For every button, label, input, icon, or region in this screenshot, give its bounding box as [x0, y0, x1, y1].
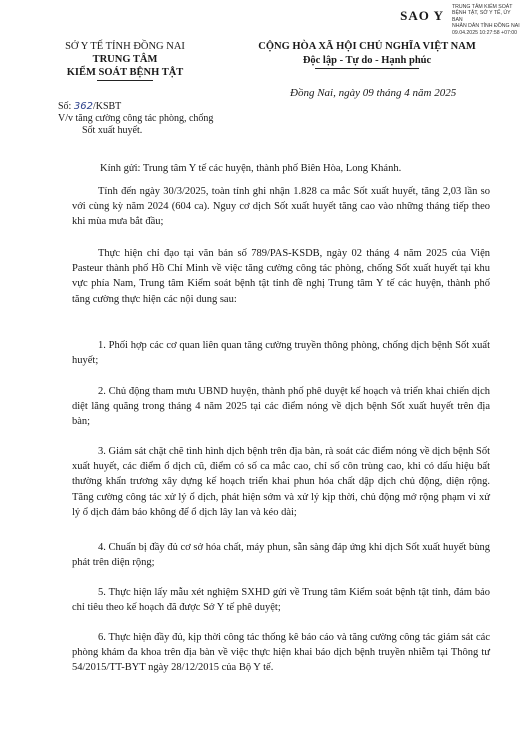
motto-underline	[315, 68, 419, 69]
paragraph-intro	[72, 184, 490, 230]
motto-country: CỘNG HÒA XÃ HỘI CHỦ NGHĨA VIỆT NAM	[258, 41, 476, 52]
recipient-line: Kính gửi: Trung tâm Y tế các huyện, thành phố Biên Hòa, Long Khánh.	[100, 163, 402, 174]
digital-signature-stamp	[452, 4, 522, 36]
copy-mark: SAO Y	[400, 8, 444, 23]
motto-slogan: Độc lập - Tự do - Hạnh phúc	[302, 54, 432, 66]
stamp-line: NHÂN DÂN TỈNH ĐỒNG NAI	[452, 23, 520, 30]
paragraph: 1. Phối hợp các cơ quan liên quan tăng cường truyền thông phòng, chống dịch bệnh Sốt xuất huyết;	[72, 340, 490, 367]
document-date: Đồng Nai, ngày 09 tháng 4 năm 2025	[290, 87, 457, 99]
paragraph: 5. Thực hiện lấy mẫu xét nghiệm SXHD gửi về Trung tâm Kiểm soát bệnh tật tỉnh, đảm bảo chỉ tiêu theo kế hoạch đã được Sở Y tế phê duyệt;	[72, 587, 490, 614]
header-underline	[97, 80, 153, 81]
stamp-line: BỆNH TẬT, SỞ Y TẾ, ỦY BAN	[452, 10, 511, 23]
department-name: SỞ Y TẾ TỈNH ĐỒNG NAI	[65, 41, 185, 52]
paragraph: 4. Chuẩn bị đầy đủ cơ sở hóa chất, máy phun, sẵn sàng đáp ứng khi dịch Sốt xuất huyết bùng phát trên diện rộng;	[72, 542, 490, 569]
subject-line2: Sốt xuất huyết.	[82, 125, 143, 136]
task-5	[72, 585, 490, 615]
organization-line1: TRUNG TÂM	[92, 54, 158, 65]
organization-line2: KIỂM SOÁT BỆNH TẬT	[66, 67, 184, 78]
paragraph: 3. Giám sát chặt chẽ tình hình dịch bệnh trên địa bàn, rà soát các điểm nóng về dịch bệnh Sốt xuất huyết, các điểm ổ dịch cũ, điểm có số ca mắc cao, chỉ số côn trùng cao, khi có dấu hiệu bất thường khẩn trương xây dựng kế hoạch triển khai phun hóa chất dập dịch chủ động, diện rộng. Tăng cường công tác xử lý ổ dịch, phát hiện sớm và xử lý kịp thời, chủ động mở rộng phạm vi xử lý ổ dịch đảm bảo không để ổ dịch lây lan và kéo dài;	[72, 446, 490, 518]
paragraph: 2. Chủ động tham mưu UBND huyện, thành phố phê duyệt kế hoạch và triển khai chiến dịch diệt lăng quăng trong tháng 4 năm 2025 tại các điểm nóng về dịch bệnh Sốt xuất huyết trên địa bàn;	[72, 386, 490, 428]
issuer-header	[50, 40, 200, 81]
task-6	[72, 630, 490, 676]
national-motto	[232, 40, 502, 69]
task-3	[72, 444, 490, 520]
paragraph: 6. Thực hiện đầy đủ, kịp thời công tác thống kê báo cáo và tăng cường công tác giám sát các phòng khám đa khoa trên địa bàn về việc thực hiện khai báo dịch bệnh truyền nhiễm tại Thông tư 54/2015/TT-BYT ngày 28/12/2015 của Bộ Y tế.	[72, 632, 490, 674]
number-suffix: /KSBT	[92, 101, 122, 112]
paragraph-directive	[72, 246, 490, 307]
stamp-line: 09.04.2025 10:27:58 +07:00	[452, 29, 518, 36]
task-1	[72, 338, 490, 368]
document-reference	[58, 101, 213, 137]
handwritten-number: 362	[73, 101, 93, 112]
task-4	[72, 540, 490, 570]
number-prefix: Số:	[58, 101, 72, 112]
subject-line1: V/v tăng cường công tác phòng, chống	[58, 113, 214, 124]
task-2	[72, 384, 490, 430]
paragraph: Thực hiện chỉ đạo tại văn bản số 789/PAS-KSDB, ngày 02 tháng 4 năm 2025 của Viện Pasteur thành phố Hồ Chí Minh về việc tăng cường công tác phòng, chống Sốt xuất huyết tại khu vực phía Nam, Trung tâm Kiểm soát bệnh tật tỉnh đề nghị Trung tâm Y tế các huyện, thành phố tăng cường thực hiện các nội dung sau:	[72, 248, 490, 305]
stamp-line: TRUNG TÂM KIỂM SOÁT	[452, 4, 513, 10]
document-number	[58, 101, 213, 113]
paragraph: Tính đến ngày 30/3/2025, toàn tỉnh ghi nhận 1.828 ca mắc Sốt xuất huyết, tăng 2,03 lần so với cùng kỳ năm 2024 (604 ca). Nguy cơ dịch Sốt xuất huyết tăng cao vào những tháng tiếp theo khi mùa mưa bắt đầu;	[72, 186, 490, 228]
